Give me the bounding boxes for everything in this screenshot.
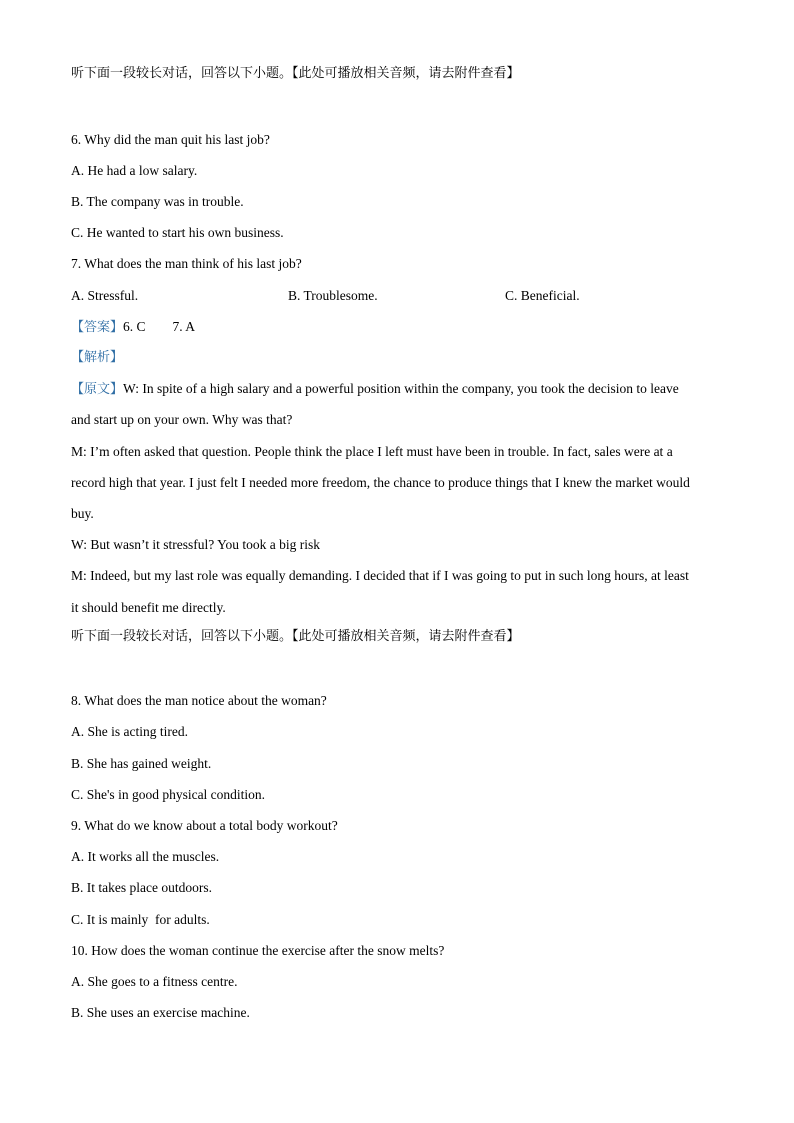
question-8: 8. What does the man notice about the woman?: [71, 693, 327, 708]
q7-option-b: B. Troublesome.: [288, 288, 378, 303]
analysis-label: 【解析】: [71, 350, 124, 365]
q8-option-a: A. She is acting tired.: [71, 724, 188, 739]
transcript-line-8: it should benefit me directly.: [71, 600, 226, 615]
question-6: 6. Why did the man quit his last job?: [71, 132, 270, 147]
q7-option-a: A. Stressful.: [71, 288, 139, 303]
question-7: 7. What does the man think of his last job?: [71, 256, 302, 271]
q10-option-b: B. She uses an exercise machine.: [71, 1005, 250, 1020]
q9-option-a: A. It works all the muscles.: [71, 849, 220, 864]
section1-intro: 听下面一段较长对话，回答以下小题。【此处可播放相关音频，请去附件查看】: [71, 66, 520, 81]
answer-line: [71, 318, 195, 337]
q9-option-b: B. It takes place outdoors.: [71, 880, 212, 895]
q8-option-b: B. She has gained weight.: [71, 756, 212, 771]
transcript-line-2: and start up on your own. Why was that?: [71, 412, 293, 427]
transcript-line-4: record high that year. I just felt I needed more freedom, the chance to produce things that I knew the market would: [71, 475, 690, 490]
transcript-line-3: M: I’m often asked that question. People think the place I left must have been in trouble. In fact, sales were at a: [71, 444, 673, 459]
transcript-line-5: buy.: [71, 506, 94, 521]
answer-text: 6. C 7. A: [123, 319, 196, 334]
question-10: 10. How does the woman continue the exercise after the snow melts?: [71, 943, 445, 958]
question-9: 9. What do we know about a total body workout?: [71, 818, 338, 833]
transcript-text-1: W: In spite of a high salary and a powerful position within the company, you took the decision to leave: [123, 381, 679, 396]
q6-option-b: B. The company was in trouble.: [71, 194, 244, 209]
transcript-line-7: M: Indeed, but my last role was equally demanding. I decided that if I was going to put in such long hours, at least: [71, 568, 689, 583]
q6-option-a: A. He had a low salary.: [71, 163, 198, 178]
q6-option-c: C. He wanted to start his own business.: [71, 225, 284, 240]
transcript-line-6: W: But wasn’t it stressful? You took a big risk: [71, 537, 320, 552]
q9-option-c: C. It is mainly for adults.: [71, 912, 210, 927]
transcript-line-1: [71, 380, 679, 399]
answer-label: 【答案】: [71, 320, 124, 335]
q7-option-c: C. Beneficial.: [505, 288, 580, 303]
original-label: 【原文】: [71, 382, 124, 397]
section2-intro: 听下面一段较长对话，回答以下小题。【此处可播放相关音频，请去附件查看】: [71, 629, 520, 644]
q8-option-c: C. She's in good physical condition.: [71, 787, 266, 802]
q10-option-a: A. She goes to a fitness centre.: [71, 974, 238, 989]
